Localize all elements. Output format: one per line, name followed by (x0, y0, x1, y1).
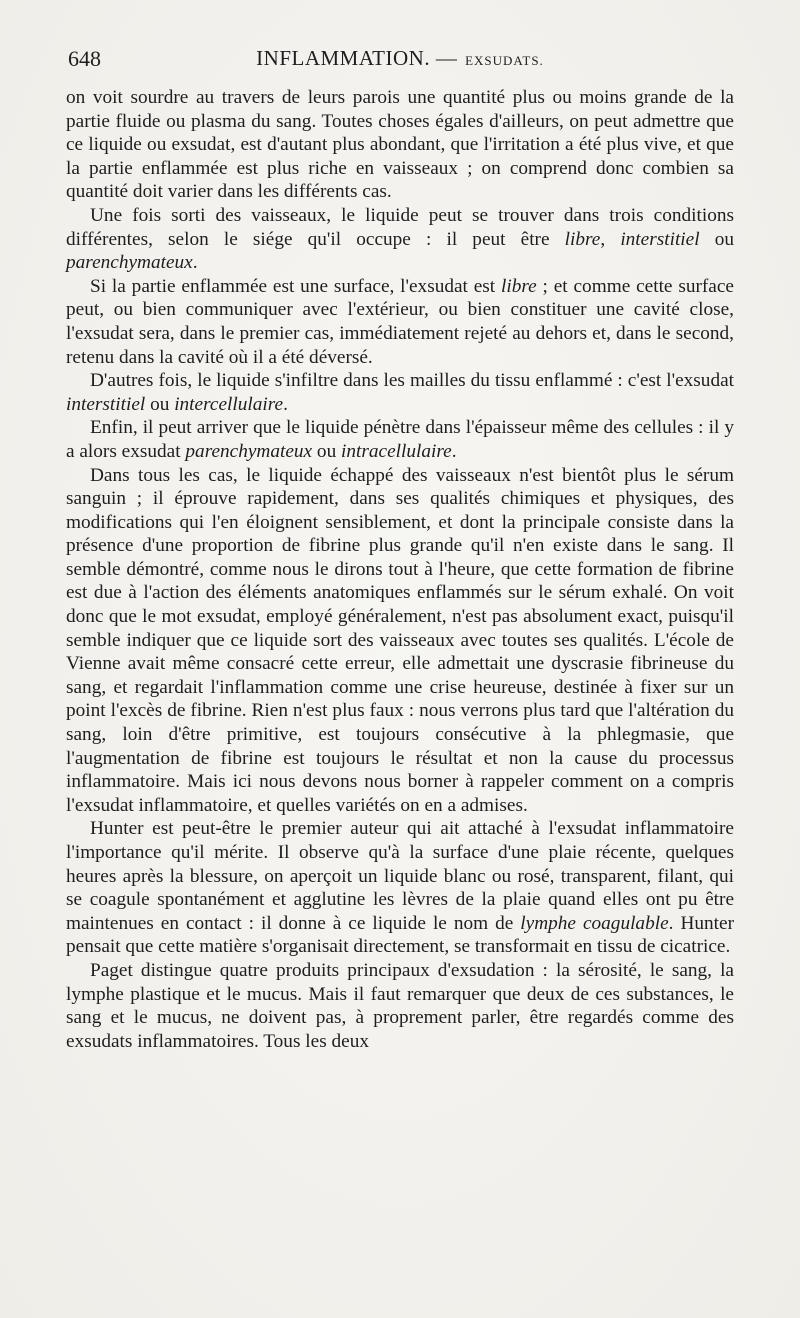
paragraph (66, 416, 734, 463)
text-run: D'autres fois, le liquide s'infiltre dans les mailles du tissu enflammé : c'est l'exsudat (90, 370, 734, 392)
paragraph (66, 275, 734, 369)
italic-term: libre (564, 228, 601, 250)
text-run: . (192, 252, 198, 274)
text-run: Hunter est peut-être le premier auteur qui ait attaché à l'exsudat inflammatoire l'importance qu'il mérite. Il observe qu'à la surface d'une plaie récente, quelques heures après la blessure, on aperçoit un liquide blanc ou rosé, transparent, filant, qui se coagule spontanément et agglutine les lèvres de la plaie quand elles ont pu être maintenues en contact : il donne à ce liquide le nom de (66, 818, 734, 934)
body-text (66, 86, 734, 1053)
paragraph (66, 817, 734, 959)
italic-term: intercellulaire (174, 393, 284, 415)
text-run: ou (312, 440, 342, 462)
text-run: . (451, 440, 457, 462)
text-run: on voit sourdre au travers de leurs parois une quantité plus ou moins grande de la partie fluide ou plasma du sang. Toutes choses égales d'ailleurs, on peut admettre que ce liquide ou exsudat, est d'autant plus abondant, que l'irritation a été plus vive, et que la partie enflammée est plus riche en vaisseaux ; on comprend donc combien sa quantité doit varier dans les différents cas. (66, 87, 734, 203)
italic-term: intracellulaire (341, 440, 452, 462)
page-number: 648 (68, 46, 101, 71)
italic-term: interstitiel (66, 393, 146, 415)
page-header (66, 40, 734, 80)
text-run: Si la partie enflammée est une surface, l'exsudat est (90, 275, 501, 297)
italic-term: interstitiel (620, 228, 700, 250)
paragraph (66, 204, 734, 275)
italic-term: parenchymateux (185, 440, 313, 462)
paragraph (66, 959, 734, 1053)
italic-term: parenchymateux (66, 252, 193, 274)
text-run: , (600, 228, 621, 250)
text-run: ou (699, 228, 734, 250)
paragraph (66, 464, 734, 818)
running-head-dash: — (435, 46, 458, 70)
text-run: ou (145, 393, 175, 415)
text-run: Paget distingue quatre produits principaux d'exsudation : la sérosité, le sang, la lymphe plastique et le mucus. Mais il faut remarquer que deux de ces substances, le sang et le mucus, ne doivent pas, à proprement parler, être regardés comme des exsudats inflammatoires. Tous les deux (66, 959, 734, 1052)
running-head (66, 46, 734, 71)
paragraph (66, 369, 734, 416)
text-run: . (283, 393, 288, 415)
text-run: ; et comme cette surface peut, ou bien communiquer avec l'extérieur, ou bien constituer une cavité close, l'exsudat sera, dans le premier cas, immédiatement rejeté au dehors et, dans le second, retenu dans la cavité où il a été déversé. (66, 275, 734, 368)
paragraph (66, 86, 734, 204)
text-run: Dans tous les cas, le liquide échappé des vaisseaux n'est bientôt plus le sérum sanguin ; il éprouve rapidement, dans ses qualités chimiques et physiques, des modifications qui l'en éloignent sensiblement, et dont la principale consiste dans la présence d'une proportion de fibrine plus grande qu'il n'en existe dans le sang. Il semble démontré, comme nous le dirons tout à l'heure, que cette formation de fibrine est due à l'action des éléments anatomiques enflammés sur le sérum exhalé. On voit donc que le mot exsudat, employé généralement, n'est pas absolument exact, puisqu'il semble indiquer que ce liquide sort des vaisseaux avec toutes ses qualités. L'école de Vienne avait même consacré cette erreur, elle admettait une dyscrasie fibrineuse du sang, et regardait l'inflammation comme une crise heureuse, destinée à fixer sur un point l'excès de fibrine. Rien n'est plus faux : nous verrons plus tard que l'altération du sang, loin d'être primitive, est toujours consécutive à la phlegmasie, que l'augmentation de fibrine est toujours le résultat et non la cause du processus inflammatoire. Mais ici nous devons nous borner à rappeler comment on a compris l'exsudat inflammatoire, et quelles variétés on en a admises. (66, 464, 734, 816)
running-head-subtitle: EXSUDATS. (465, 53, 544, 68)
italic-term: lymphe coagulable (520, 912, 669, 934)
text-run: Une fois sorti des vaisseaux, le liquide peut se trouver dans trois conditions différentes, selon le siége qu'il occupe : il peut être (66, 204, 734, 250)
italic-term: libre (501, 275, 537, 297)
running-head-title: INFLAMMATION. (256, 46, 431, 70)
text-run: . Hunter pensait que cette matière s'organisait directement, se transformait en tissu de cicatrice. (66, 912, 734, 958)
text-run: Enfin, il peut arriver que le liquide pénètre dans l'épaisseur même des cellules : il y a alors exsudat (66, 417, 734, 462)
